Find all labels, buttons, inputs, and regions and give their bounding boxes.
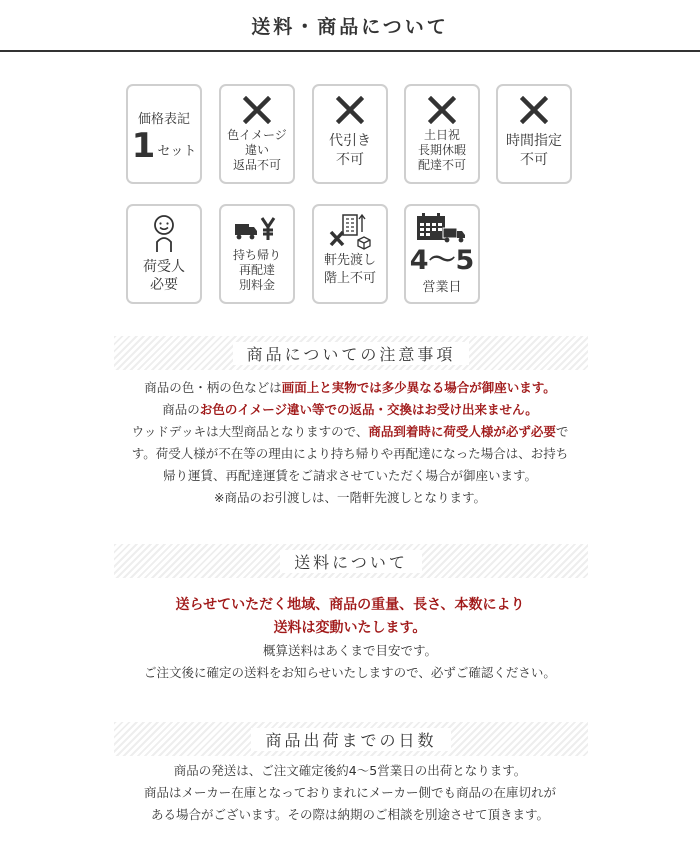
page-header (0, 0, 700, 52)
shipping-red-line-1: 送らせていただく地域、商品の重量、長さ、本数により (175, 597, 525, 613)
tile-receiver-label: 荷受人 必要 (143, 259, 185, 293)
section-notes-body (60, 377, 640, 509)
section-days-title: 商品出荷までの日数 (251, 728, 450, 751)
notes-line-2 (60, 399, 640, 421)
no-upstairs-icon (325, 212, 375, 250)
tile-daibiki-label: 代引き 不可 (329, 133, 371, 168)
tile-receiver (126, 204, 202, 304)
section-notes-title: 商品についての注意事項 (233, 342, 470, 365)
days-line-3: ある場合がございます。その際は納期のご相談を別途させて頂きます。 (150, 807, 549, 822)
notes-line-1 (60, 377, 640, 399)
tile-color-return-label: 色イメージ 違い 返品不可 (227, 128, 287, 172)
notes-line-6: ※商品のお引渡しは、一階軒先渡しとなります。 (214, 490, 486, 505)
tile-holiday-label: 土日祝 長期休暇 配達不可 (417, 128, 466, 172)
tile-time (496, 84, 572, 184)
days-number: 4〜5 (409, 245, 475, 276)
tile-color-return (219, 84, 295, 184)
tile-redelivery-label: 持ち帰り 再配達 別料金 (232, 248, 281, 292)
section-shipping-body (60, 594, 640, 684)
tile-doorstep-label: 軒先渡し 階上不可 (323, 253, 376, 286)
notes-line-2-emphasis: お色のイメージ違い等での返品・交換はお受け出来ません。 (199, 402, 538, 417)
notes-line-1-emphasis: 画面上と実物では多少異なる場合が御座います。 (281, 380, 556, 395)
tile-price (126, 84, 202, 184)
tile-daibiki (312, 84, 388, 184)
notes-line-4: す。荷受人様が不在等の理由により持ち帰りや再配達になった場合は、お持ち (131, 446, 569, 461)
price-label: 価格表記 (137, 112, 190, 127)
tile-time-label: 時間指定 不可 (506, 133, 562, 168)
price-number: 1 (131, 126, 156, 166)
tile-redelivery (219, 204, 295, 304)
shipping-line-1: 概算送料はあくまで目安です。 (262, 643, 437, 658)
notes-line-3-text: ウッドデッキは大型商品となりますので、 (131, 424, 369, 439)
shipping-red-line-2: 送料は変動いたします。 (273, 620, 427, 636)
shipping-line-2: ご注文後に確定の送料をお知らせいたしますので、必ずご確認ください。 (144, 665, 556, 680)
page-title: 送料・商品について (251, 15, 449, 38)
section-notes-heading (114, 336, 588, 370)
notes-line-1-text: 商品の色・柄の色などは (144, 380, 282, 395)
section-days-body (60, 760, 640, 826)
tile-days (404, 204, 480, 304)
notes-line-3-tail: で (555, 424, 569, 439)
section-days-heading (114, 722, 588, 756)
notes-line-5: 帰り運賃、再配達運賃をご請求させていただく場合が御座います。 (162, 468, 537, 483)
cross-icon (428, 96, 456, 124)
calendar-truck-icon (415, 212, 469, 244)
days-line-1: 商品の発送は、ご注文確定後約4〜5営業日の出荷となります。 (173, 763, 527, 778)
days-label: 営業日 (422, 280, 462, 295)
cross-icon (243, 96, 271, 124)
tile-doorstep (312, 204, 388, 304)
person-icon (149, 214, 179, 254)
truck-yen-icon (234, 214, 280, 244)
section-shipping-title: 送料について (280, 550, 422, 573)
tile-holiday (404, 84, 480, 184)
notes-line-3-emphasis: 商品到着時に荷受人様が必ず必要 (368, 424, 556, 439)
notes-line-2-text: 商品の (162, 402, 200, 417)
cross-icon (336, 96, 364, 124)
notes-line-3 (60, 421, 640, 443)
section-shipping-heading (114, 544, 588, 578)
price-unit: セット (157, 144, 197, 159)
cross-icon (520, 96, 548, 124)
days-line-2: 商品はメーカー在庫となっておりまれにメーカー側でも商品の在庫切れが (143, 785, 556, 800)
